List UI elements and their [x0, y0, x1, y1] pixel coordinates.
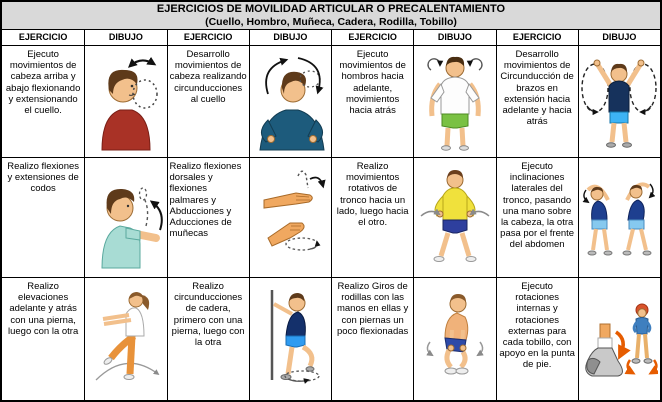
exercise-text-shoulder-rolls: Ejecuto movimientos de hombros hacia adelante, movimientos hacia atrás — [331, 45, 413, 157]
dibujo-cell-arm-circles — [578, 45, 660, 157]
dibujo-cell-knee-circles — [413, 277, 495, 400]
dibujo-cell-head-flexion — [84, 45, 166, 157]
exercise-text-side-bends: Ejecuto inclinaciones laterales del tronco, pasando una mano sobre la cabeza, la otra pasa por el frente del abdomen — [496, 157, 578, 277]
exercise-text-knee-circles: Realizo Giros de rodillas con las manos en ellas y con piernas un poco flexionadas — [331, 277, 413, 400]
header-ejercicio-1: EJERCICIO — [18, 32, 68, 42]
neck-circumduction-icon — [252, 50, 328, 154]
exercise-text-ankle-rotations: Ejecuto rotaciones internas y rotaciones externas para cada tobillo, con apoyo en la punta de pie. — [496, 277, 578, 400]
trunk-rotation-icon — [417, 164, 493, 272]
header-ejercicio-3: EJERCICIO — [331, 30, 413, 45]
trunk-side-bends-icon — [580, 164, 658, 272]
head-flexion-extension-icon — [88, 50, 164, 154]
leg-swings-icon — [88, 284, 164, 394]
exercise-text-elbow-flexion: Realizo flexiones y extensiones de codos — [2, 157, 84, 277]
dibujo-cell-trunk-rotation — [413, 157, 495, 277]
exercise-text-neck-circumduction: Desarrollo movimientos de cabeza realizando circunducciones al cuello — [167, 45, 249, 157]
dibujo-cell-shoulder-rolls — [413, 45, 495, 157]
exercise-text-arm-circles: Desarrollo movimientos de Circunducción de brazos en extensión hacia adelante y hacia atrás — [496, 45, 578, 157]
dibujo-cell-elbow-flexion — [84, 157, 166, 277]
header-ejercicio-4: EJERCICIO — [496, 30, 578, 45]
header-dibujo-3: DIBUJO — [413, 30, 495, 45]
exercise-text-wrist-flexion: Realizo flexiones dorsales y flexiones palmares y Abducciones y Aducciones de muñecas — [167, 157, 249, 277]
table-subtitle: (Cuello, Hombro, Muñeca, Cadera, Rodilla, Tobillo) — [205, 16, 457, 28]
header-dibujo-4: DIBUJO — [578, 30, 660, 45]
arm-circles-icon — [581, 50, 657, 154]
dibujo-cell-wrist-flexion — [249, 157, 331, 277]
hip-circumduction-icon — [252, 284, 328, 394]
exercise-text-trunk-rotation: Realizo movimientos rotativos de tronco hacia un lado, luego hacia el otro. — [331, 157, 413, 277]
wrist-flexion-circumduction-icon — [252, 166, 328, 270]
header-dibujo-2: DIBUJO — [249, 30, 331, 45]
exercise-text-head-flexion: Ejecuto movimientos de cabeza arriba y abajo flexionando y extensionando el cuello. — [2, 45, 84, 157]
exercise-text-leg-swings: Realizo elevaciones adelante y atrás con una pierna, luego con la otra — [2, 277, 84, 400]
shoulder-rolls-icon — [417, 50, 493, 154]
dibujo-cell-ankle-rotations — [578, 277, 660, 400]
dibujo-cell-leg-swings — [84, 277, 166, 400]
header-ejercicio-2: EJERCICIO — [167, 30, 249, 45]
table-title-band — [2, 2, 660, 30]
dibujo-cell-neck-circumduction — [249, 45, 331, 157]
exercise-text-hip-circumduction: Realizo circunducciones de cadera, primero con una pierna, luego con la otra — [167, 277, 249, 400]
knee-circles-icon — [417, 284, 493, 394]
table-title: EJERCICIOS DE MOVILIDAD ARTICULAR O PRECALENTAMIENTO — [156, 3, 506, 15]
header-dibujo-1: DIBUJO — [84, 30, 166, 45]
ankle-rotations-icon — [580, 284, 658, 394]
elbow-flexion-icon — [88, 164, 164, 272]
exercise-grid — [2, 30, 660, 400]
dibujo-cell-hip-circumduction — [249, 277, 331, 400]
dibujo-cell-side-bends — [578, 157, 660, 277]
